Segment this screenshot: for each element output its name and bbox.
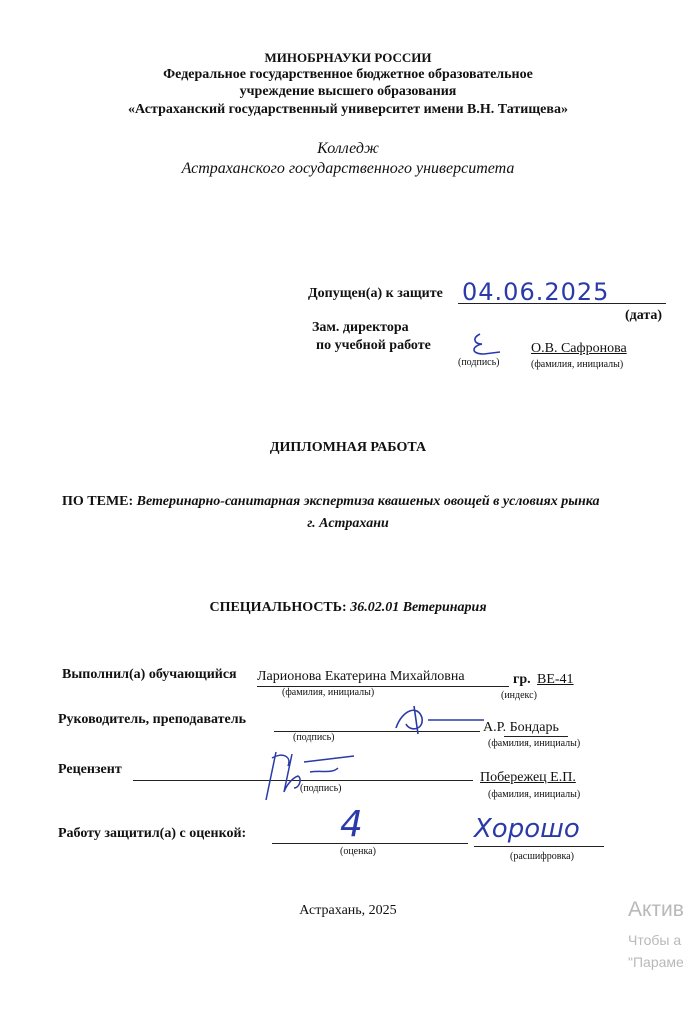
date-caption: (дата): [625, 308, 663, 323]
group-caption: (индекс): [501, 690, 537, 701]
topic-line-1: [62, 494, 599, 510]
handwritten-grade: 4: [340, 804, 363, 845]
grade-line: [272, 843, 468, 844]
reviewer-name: Побережец Е.П.: [480, 770, 576, 785]
student-name-caption: (фамилия, инициалы): [282, 687, 375, 698]
grade-caption: (оценка): [340, 846, 376, 857]
student-name: Ларионова Екатерина Михайловна: [257, 669, 465, 684]
signature-supervisor: [388, 702, 488, 738]
group-label: гр.: [513, 672, 531, 687]
topic-label: ПО ТЕМЕ:: [62, 494, 134, 509]
signature-deputy: [466, 330, 504, 360]
ministry-title: МИНОБРНАУКИ РОССИИ: [264, 50, 432, 65]
grade-text-caption: (расшифровка): [510, 851, 574, 862]
deputy-name-caption: (фамилия, инициалы): [531, 359, 624, 370]
watermark-line-3: "Парамe: [628, 954, 684, 970]
deputy-title: Зам. директора: [312, 320, 409, 335]
watermark-line-2: Чтобы а: [628, 932, 682, 948]
handwritten-date: 04.06.2025: [462, 278, 610, 306]
supervisor-name-line: [504, 736, 568, 737]
admission-label: Допущен(а) к защите: [308, 286, 443, 301]
city-year: Астрахань, 2025: [299, 903, 397, 918]
work-type: ДИПЛОМНАЯ РАБОТА: [269, 440, 427, 455]
grade-label: Работу защитил(а) с оценкой:: [58, 826, 247, 841]
signature-reviewer: [262, 748, 362, 804]
topic-value: Ветеринарно-санитарная экспертиза квашеных овощей в условиях рынка: [136, 494, 600, 509]
deputy-title-2: по учебной работе: [316, 338, 431, 353]
topic-line-2: г. Астрахани: [307, 516, 389, 531]
specialty-label: СПЕЦИАЛЬНОСТЬ:: [209, 600, 347, 615]
handwritten-grade-text: Хорошо: [474, 814, 580, 844]
deputy-name: О.В. Сафронова: [531, 341, 627, 356]
student-label: Выполнил(а) обучающийся: [62, 667, 237, 682]
specialty-value: 36.02.01 Ветеринария: [350, 600, 487, 615]
org-line-2: учреждение высшего образования: [239, 84, 457, 99]
supervisor-label: Руководитель, преподаватель: [58, 712, 247, 727]
supervisor-sign-caption: (подпись): [293, 732, 335, 743]
supervisor-name: А.Р. Бондарь: [483, 720, 559, 735]
grade-text-line: [474, 846, 604, 847]
reviewer-name-caption: (фамилия, инициалы): [488, 789, 581, 800]
reviewer-label: Рецензент: [58, 762, 122, 777]
reviewer-sign-caption: (подпись): [300, 783, 342, 794]
org-line-3: «Астраханский государственный университет имени В.Н. Татищева»: [128, 102, 568, 117]
supervisor-name-caption: (фамилия, инициалы): [488, 738, 581, 749]
watermark-line-1: Актив: [628, 898, 684, 921]
deputy-sign-caption: (подпись): [458, 357, 500, 368]
group-value: ВЕ-41: [537, 672, 574, 687]
college-line-2: Астраханского государственного университета: [181, 160, 515, 177]
specialty: [0, 600, 696, 616]
college-line-1: Колледж: [317, 140, 379, 157]
org-line-1: Федеральное государственное бюджетное образовательное: [163, 67, 533, 82]
